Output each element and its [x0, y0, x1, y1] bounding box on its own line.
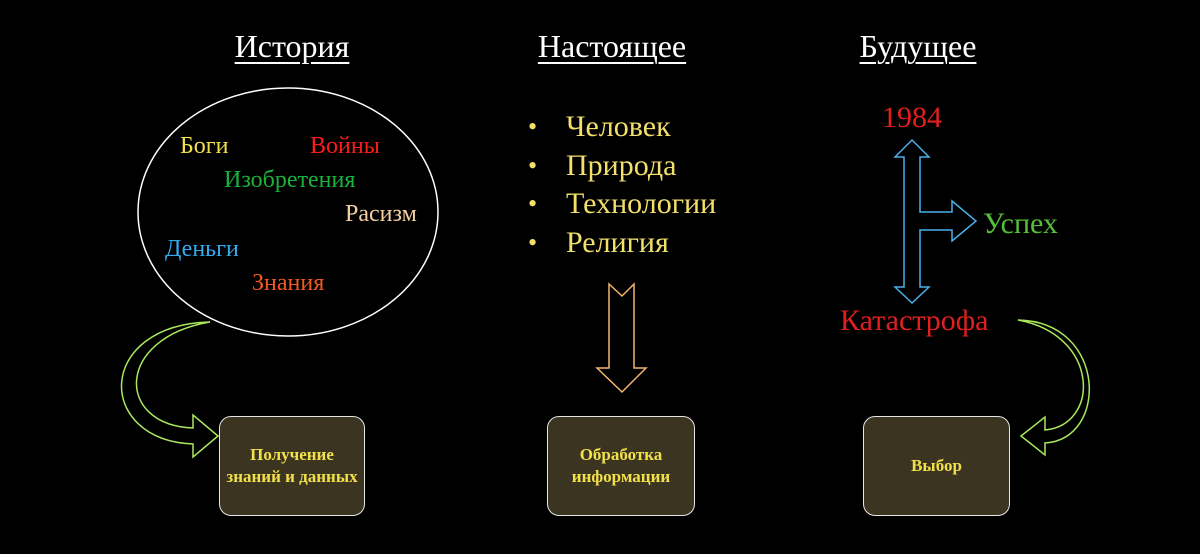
history-curved-arrow	[121, 322, 218, 457]
history-word-wars: Войны	[310, 133, 380, 159]
future-result-box: Выбор	[863, 416, 1010, 516]
history-word-gods: Боги	[180, 133, 229, 159]
present-heading: Настоящее	[537, 28, 687, 64]
bullet-icon: •	[528, 150, 538, 180]
future-word-catastrophe: Катастрофа	[840, 304, 989, 337]
history-result-box: Получение знаний и данных	[219, 416, 365, 516]
future-curved-arrow	[1018, 320, 1089, 455]
future-heading: Будущее	[859, 28, 977, 64]
present-down-arrow	[597, 284, 646, 392]
future-word-success: Успех	[983, 207, 1058, 240]
history-heading: История	[234, 28, 350, 64]
present-result-box: Обработка информации	[547, 416, 695, 516]
present-list	[528, 108, 716, 262]
history-word-money: Деньги	[165, 236, 239, 262]
future-word-1984: 1984	[882, 101, 942, 134]
list-item: • Технологии	[528, 185, 716, 224]
bullet-icon: •	[528, 227, 538, 257]
history-word-inventions: Изобретения	[224, 167, 356, 193]
bullet-icon: •	[528, 112, 538, 141]
list-item: • Религия	[528, 224, 716, 263]
history-word-knowledge: Знания	[252, 270, 325, 296]
list-item: • Природа	[528, 147, 716, 186]
history-word-racism: Расизм	[345, 201, 417, 227]
bullet-icon: •	[528, 189, 538, 218]
list-item: • Человек	[528, 108, 716, 147]
future-branch-arrow	[895, 140, 976, 303]
